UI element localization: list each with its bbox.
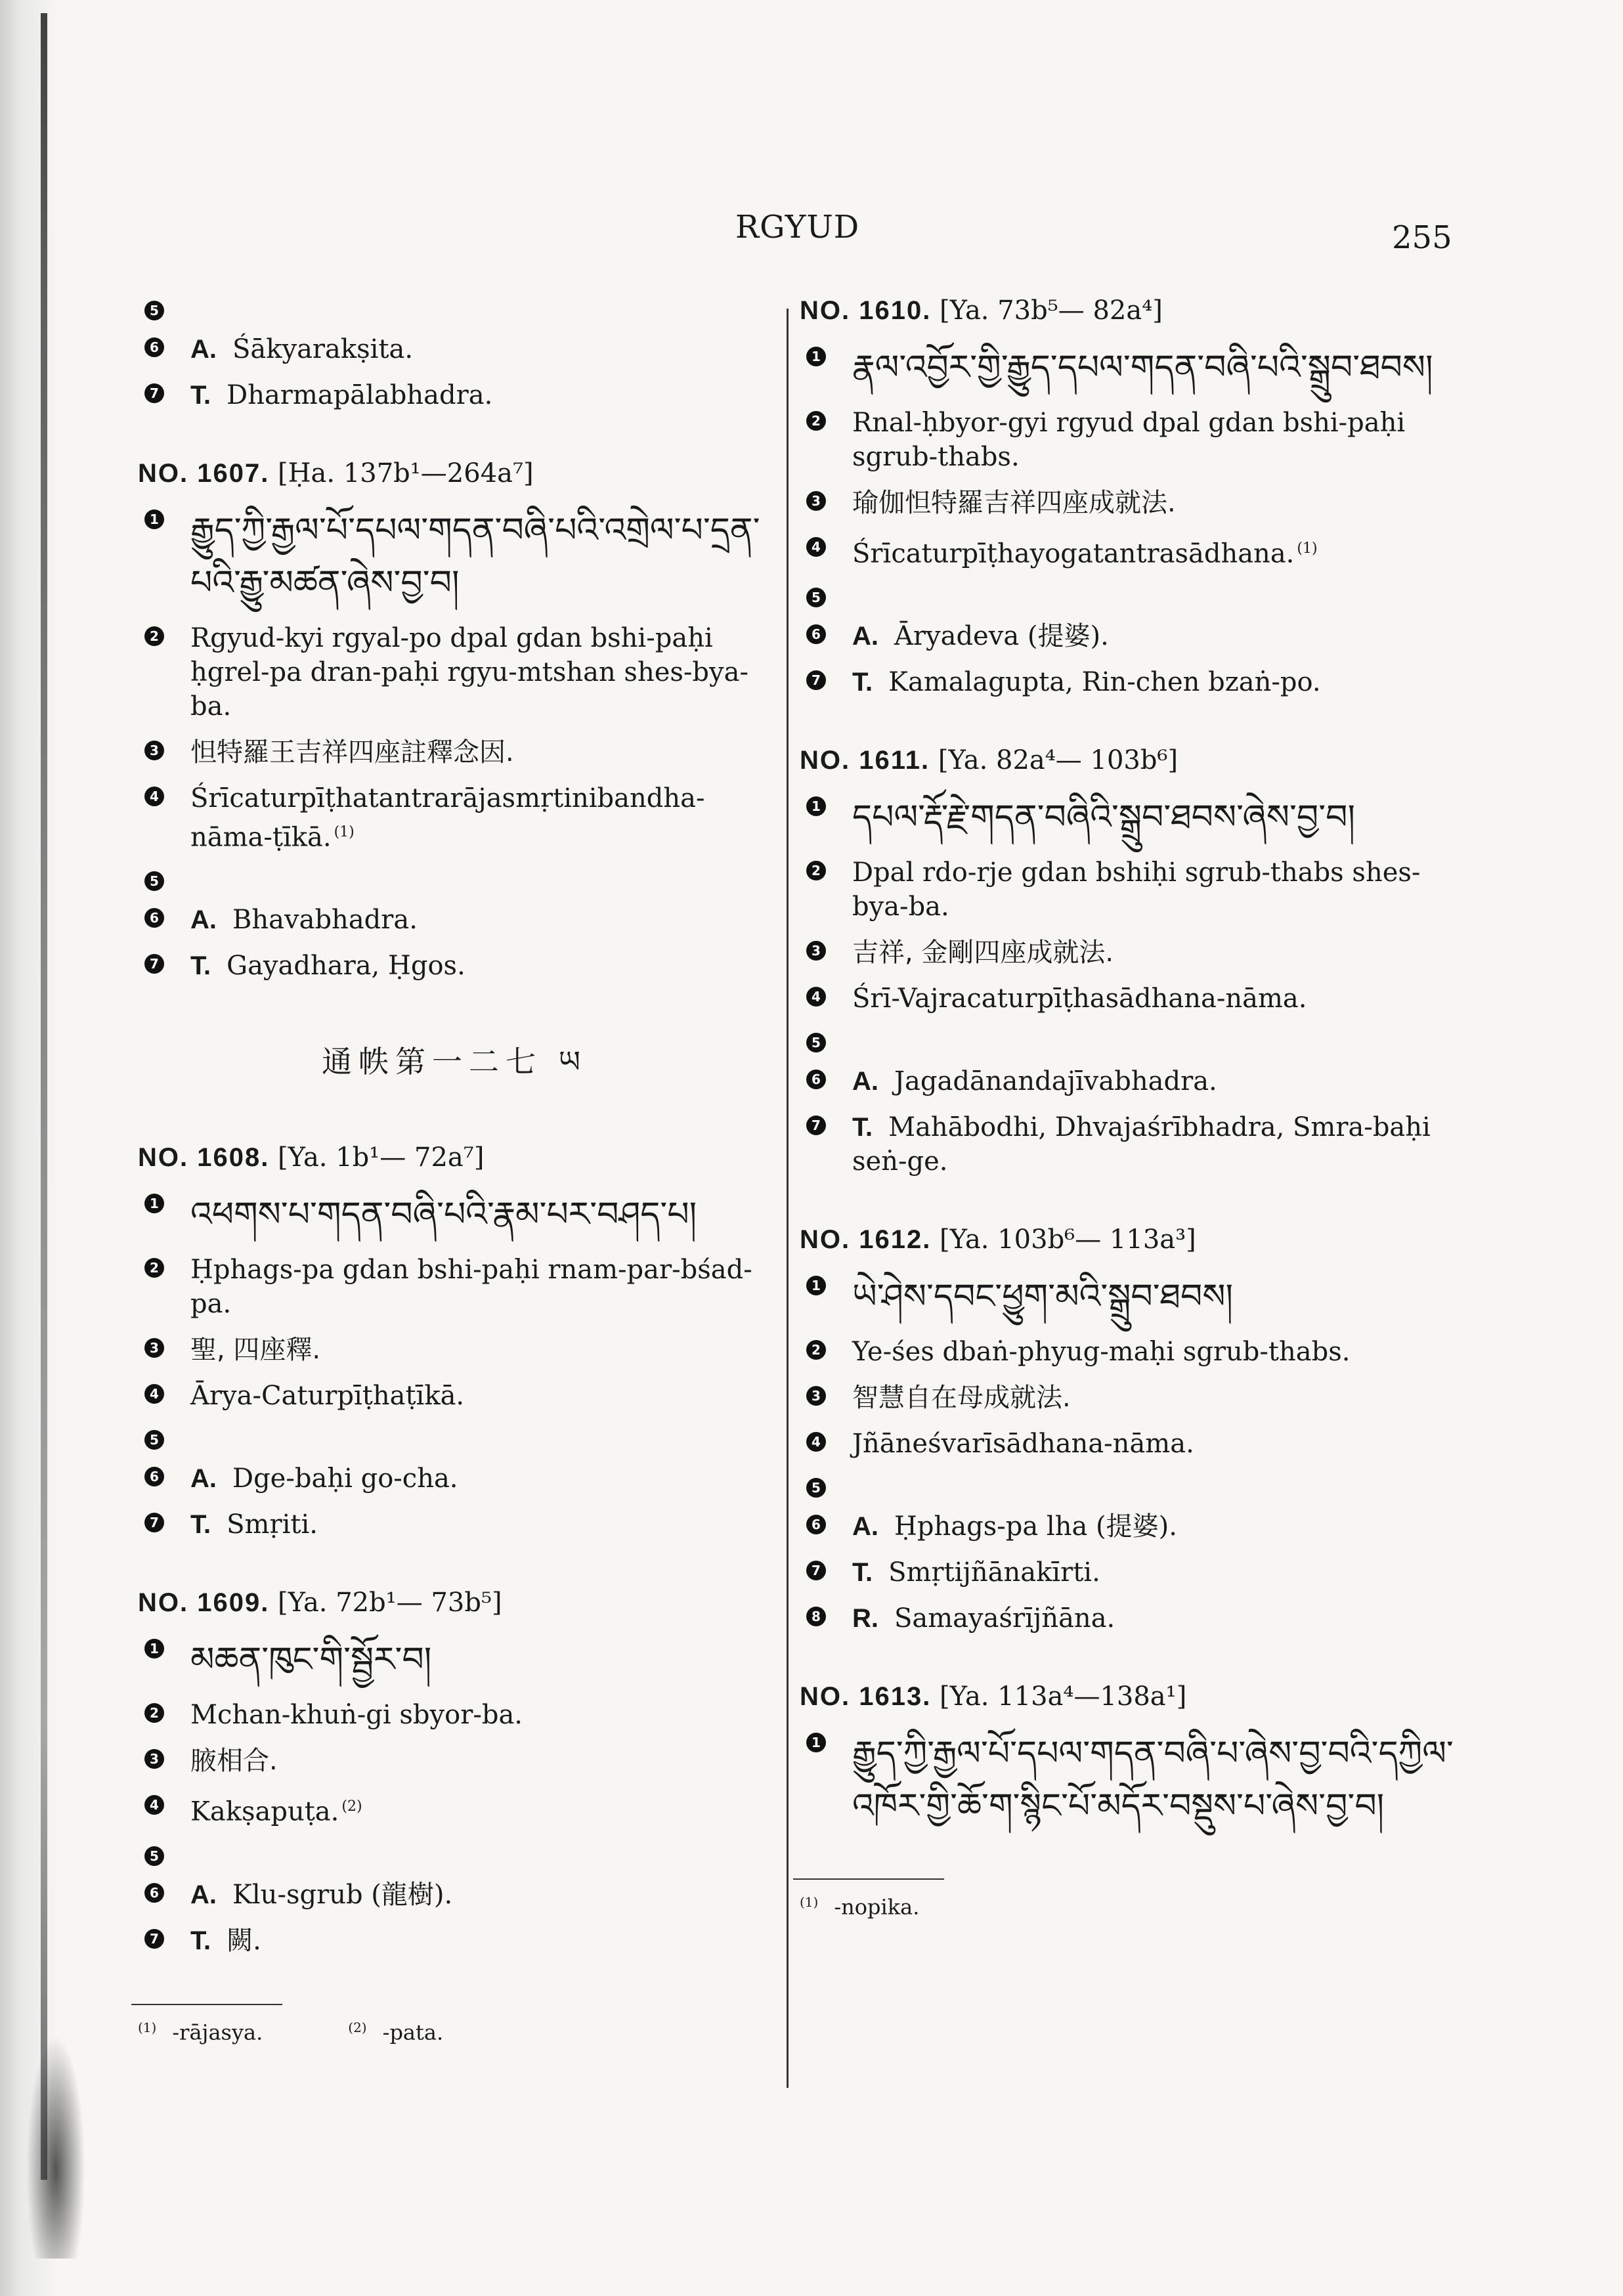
translator: Smṛiti.: [227, 1509, 318, 1540]
sanskrit-title: Śrīcaturpīṭhatantrarājasmṛtinibandha-nāma-ṭīkā.: [190, 783, 705, 853]
item-row: [138, 1188, 768, 1241]
entry-1610: [800, 295, 1456, 699]
entry-1611: [800, 745, 1456, 1179]
item-row: [138, 1425, 768, 1450]
entry-number: NO. 1608.: [138, 1143, 270, 1173]
footnote-rule: [131, 2004, 282, 2005]
footnote-text: -nopika.: [834, 1894, 920, 1920]
item-number: 1: [806, 796, 826, 816]
translator: 闕.: [227, 1925, 261, 1956]
item-row: [800, 1064, 1456, 1098]
item-label: T.: [852, 1558, 873, 1588]
author: Āryadeva (提婆).: [894, 621, 1109, 652]
entry-heading: [138, 1588, 768, 1618]
item-row: [800, 1601, 1456, 1635]
item-number: 7: [144, 954, 164, 974]
footnote-text: -rājasya.: [172, 2020, 263, 2045]
item-row: [138, 866, 768, 891]
entry-1607: [138, 458, 768, 983]
sanskrit-title: Ārya-Caturpīṭhaṭīkā.: [190, 1381, 465, 1412]
footnote: [138, 2020, 263, 2045]
item-number: 7: [144, 1929, 164, 1949]
tibetan-title: རྒྱུད་ཀྱི་རྒྱལ་པོ་དཔལ་གདན་བཞི་པའི་འགྲེལ་པ་དྲན་པའི་རྒྱུ་མཚན་ཞེས་བྱ་བ།: [190, 511, 760, 603]
item-row: [800, 1381, 1456, 1415]
transliteration: Rgyud-kyi rgyal-po dpal gdan bshi-paḥi ḥgrel-pa dran-paḥi rgyu-mtshan shes-bya-ba.: [190, 623, 748, 722]
item-number: 5: [144, 1846, 164, 1866]
footnote-mark: (1): [334, 824, 355, 840]
item-number: 2: [144, 1703, 164, 1723]
transliteration: Ye-śes dbaṅ-phyug-maḥi sgrub-thabs.: [852, 1337, 1351, 1368]
item-number: 7: [806, 670, 826, 690]
item-number: 1: [806, 1733, 826, 1752]
tibetan-title: དཔལ་རྡོ་རྗེ་གདན་བཞིའི་སྒྲུབ་ཐབས་ཞེས་བྱ་བ།: [852, 798, 1356, 838]
author: Dge-baḥi go-cha.: [232, 1463, 458, 1494]
transliteration: Mchan-khuṅ-gi sbyor-ba.: [190, 1700, 523, 1731]
footnotes: [138, 2020, 768, 2045]
item-row: [800, 341, 1456, 394]
item-row: [138, 781, 768, 854]
author: Klu-sgrub (龍樹).: [232, 1879, 453, 1910]
item-label: T.: [190, 1926, 211, 1955]
item-number: 6: [806, 1070, 826, 1089]
footnote-mark: (2): [348, 2019, 367, 2035]
item-row: [138, 1462, 768, 1496]
item-number: 5: [806, 1033, 826, 1052]
sanskrit-title: Śrīcaturpīṭhayogatantrasādhana.: [852, 538, 1295, 569]
item-number: 5: [144, 871, 164, 891]
entry-ref: [Ya. 113a⁴—138a¹]: [940, 1681, 1187, 1712]
scan-edge: [0, 0, 98, 2296]
item-number: 3: [806, 1386, 826, 1406]
sanskrit-title: Kakṣapuṭa.: [190, 1796, 339, 1827]
item-row: [800, 791, 1456, 844]
item-row: [800, 665, 1456, 699]
item-number: 3: [806, 941, 826, 961]
transliteration: Rnal-ḥbyor-gyi rgyud dpal gdan bshi-paḥi sgrub-thabs.: [852, 408, 1406, 472]
sanskrit-title: Śrī-Vajracaturpīṭhasādhana-nāma.: [852, 984, 1307, 1014]
item-row: [800, 1335, 1456, 1369]
entry-1612: [800, 1224, 1456, 1635]
chinese-title: 智慧自在母成就法.: [852, 1383, 1071, 1414]
footnote: [800, 1894, 919, 1920]
book-spine-shadow: [41, 13, 47, 2180]
item-label: T.: [190, 951, 211, 981]
item-number: 7: [144, 383, 164, 403]
entry-1613: [800, 1681, 1456, 1832]
item-number: 5: [806, 1478, 826, 1498]
page-number: 255: [1392, 219, 1452, 256]
item-row: [800, 1427, 1456, 1461]
left-column: [138, 295, 768, 2045]
item-number: 7: [806, 1561, 826, 1580]
item-row: [800, 1270, 1456, 1323]
entry-number: NO. 1613.: [800, 1682, 932, 1712]
entry-heading: [800, 1681, 1456, 1712]
item-label: A.: [852, 1067, 878, 1096]
item-row: [138, 504, 768, 609]
translator: Kamalagupta, Rin-chen bzaṅ-po.: [888, 667, 1321, 698]
footnote-mark: (2): [341, 1798, 362, 1815]
item-number: 7: [806, 1116, 826, 1135]
author: Jagadānandajīvabhadra.: [894, 1066, 1217, 1097]
entry-heading: [800, 1224, 1456, 1255]
item-number: 4: [806, 987, 826, 1007]
entry-number: NO. 1612.: [800, 1225, 932, 1255]
footnote-mark: (1): [138, 2019, 157, 2035]
item-number: 1: [144, 509, 164, 529]
item-number: 8: [806, 1607, 826, 1626]
item-label: T.: [190, 1510, 211, 1540]
item-number: 3: [144, 1749, 164, 1769]
item-row: [138, 735, 768, 769]
item-row: [800, 1473, 1456, 1498]
footnote-rule: [793, 1878, 944, 1880]
item-number: 3: [144, 741, 164, 760]
entry-heading: [800, 745, 1456, 775]
entry-number: NO. 1611.: [800, 746, 930, 775]
item-row: [138, 1698, 768, 1732]
entry-continued: [138, 295, 768, 412]
item-row: [800, 1555, 1456, 1590]
item-number: 5: [806, 588, 826, 607]
item-text: Śākyarakṣita.: [232, 334, 414, 364]
item-row: [138, 1379, 768, 1413]
footnote-text: -pata.: [382, 2020, 444, 2045]
item-row: [800, 1727, 1456, 1832]
tibetan-title: རྣལ་འབྱོར་གྱི་རྒྱུད་དཔལ་གདན་བཞི་པའི་སྒྲུབ་ཐབས།: [852, 348, 1433, 387]
entry-heading: [138, 1142, 768, 1173]
item-number: 5: [144, 1430, 164, 1450]
item-row: [138, 378, 768, 412]
entry-1609: [138, 1588, 768, 1957]
item-label: T.: [852, 668, 873, 697]
item-row: [138, 1253, 768, 1321]
entry-ref: [Ya. 72b¹— 73b⁵]: [278, 1588, 502, 1618]
item-label: A.: [852, 622, 878, 651]
tibetan-title: ཡེ་ཤེས་དབང་ཕྱུག་མའི་སྒྲུབ་ཐབས།: [852, 1277, 1234, 1317]
item-row: [138, 1924, 768, 1958]
chinese-title: 腋相合.: [190, 1746, 278, 1777]
item-row: [800, 1509, 1456, 1544]
item-label: A.: [190, 335, 217, 364]
entry-ref: [Ḥa. 137b¹—264a⁷]: [278, 458, 534, 488]
translator: Gayadhara, Ḥgos.: [227, 951, 465, 982]
item-row: [800, 856, 1456, 924]
item-number: 1: [144, 1639, 164, 1658]
scan-smudge: [26, 2035, 85, 2259]
item-row: [138, 621, 768, 724]
column-divider: [787, 309, 789, 2088]
running-head: RGYUD: [735, 209, 860, 246]
transliteration: Dpal rdo-rje gdan bshiḥi sgrub-thabs shes-bya-ba.: [852, 857, 1421, 922]
entry-ref: [Ya. 103b⁶— 113a³]: [940, 1224, 1196, 1255]
item-row: [800, 982, 1456, 1016]
item-number: 6: [806, 624, 826, 644]
item-row: [138, 1507, 768, 1542]
item-label: T.: [852, 1113, 873, 1142]
item-row: [800, 486, 1456, 520]
transliteration: Ḥphags-pa gdan bshi-paḥi rnam-par-bśad-pa.: [190, 1255, 752, 1320]
item-row: [138, 903, 768, 937]
item-number: 6: [144, 1883, 164, 1903]
translator: Mahābodhi, Dhvajaśrībhadra, Smra-baḥi seṅ-ge.: [852, 1112, 1431, 1177]
item-row: [138, 1790, 768, 1829]
entry-1608: [138, 1142, 768, 1542]
item-label: T.: [190, 381, 211, 410]
item-number: 3: [144, 1338, 164, 1358]
item-number: 1: [806, 347, 826, 366]
entry-ref: [Ya. 1b¹— 72a⁷]: [278, 1142, 485, 1173]
item-row: [138, 949, 768, 983]
entry-number: NO. 1607.: [138, 459, 270, 488]
tibetan-title: རྒྱུད་ཀྱི་རྒྱལ་པོ་དཔལ་གདན་བཞི་པ་ཞེས་བྱ་བའི་དཀྱིལ་འཁོར་གྱི་ཆོ་ག་སྙིང་པོ་མདོར་བསྡུས་པ་ཞེས་བྱ་བ།: [852, 1734, 1454, 1827]
footnote-mark: (1): [1297, 540, 1318, 557]
footnote-mark: (1): [800, 1894, 819, 1911]
item-number: 6: [144, 908, 164, 928]
entry-number: NO. 1609.: [138, 1588, 270, 1618]
item-row: [138, 1744, 768, 1778]
entry-number: NO. 1610.: [800, 296, 932, 325]
item-number: 6: [144, 1467, 164, 1486]
item-row: [138, 295, 768, 320]
item-number: 2: [806, 1340, 826, 1360]
entry-heading: [800, 295, 1456, 326]
item-number: 1: [806, 1276, 826, 1295]
item-number: 4: [806, 1432, 826, 1452]
item-row: [800, 532, 1456, 571]
item-label: R.: [852, 1604, 878, 1634]
entry-heading: [138, 458, 768, 488]
item-row: [138, 332, 768, 366]
tibetan-title: མཆན་ཁུང་གི་སྦྱོར་བ།: [190, 1640, 432, 1680]
item-number: 3: [806, 491, 826, 511]
footnote: [348, 2020, 443, 2045]
item-number: 2: [144, 1258, 164, 1278]
translator: Smṛtijñānakīrti.: [888, 1557, 1100, 1588]
section-title: 通帙第一二七 ཡ: [322, 1044, 587, 1080]
item-number: 2: [806, 861, 826, 880]
item-row: [800, 936, 1456, 970]
item-row: [800, 1110, 1456, 1179]
item-row: [800, 1028, 1456, 1052]
chinese-title: 聖, 四座釋.: [190, 1335, 321, 1366]
item-number: 4: [144, 1384, 164, 1404]
item-number: 2: [144, 626, 164, 646]
author: Ḥphags-pa lha (提婆).: [894, 1511, 1177, 1542]
item-row: [138, 1333, 768, 1367]
item-number: 4: [144, 787, 164, 806]
item-label: A.: [190, 1880, 217, 1909]
chinese-title: 吉祥, 金剛四座成就法.: [852, 938, 1114, 968]
chinese-title: 瑜伽怛特羅吉祥四座成就法.: [852, 488, 1176, 518]
item-label: A.: [190, 1464, 217, 1494]
item-row: [138, 1878, 768, 1912]
item-label: A.: [190, 905, 217, 935]
item-number: 1: [144, 1194, 164, 1213]
item-number: 2: [806, 411, 826, 431]
item-label: A.: [852, 1512, 878, 1542]
author: Bhavabhadra.: [232, 905, 418, 936]
item-row: [800, 406, 1456, 474]
reviser: Samayaśrījñāna.: [894, 1603, 1115, 1634]
footnotes: [800, 1894, 1456, 1920]
entry-ref: [Ya. 73b⁵— 82a⁴]: [940, 295, 1163, 326]
item-number: 4: [144, 1795, 164, 1815]
item-row: [800, 582, 1456, 607]
sanskrit-title: Jñāneśvarīsādhana-nāma.: [852, 1429, 1194, 1460]
item-row: [138, 1841, 768, 1866]
item-number: 4: [806, 537, 826, 557]
item-row: [800, 619, 1456, 653]
entry-ref: [Ya. 82a⁴— 103b⁶]: [938, 745, 1179, 776]
item-number: 7: [144, 1513, 164, 1532]
right-column: [800, 295, 1456, 1920]
item-number: 6: [806, 1515, 826, 1534]
chinese-title: 怛特羅王吉祥四座註釋念因.: [190, 737, 514, 768]
item-row: [138, 1634, 768, 1686]
item-number: 6: [144, 337, 164, 357]
item-number: 5: [144, 301, 164, 320]
item-text: Dharmapālabhadra.: [227, 380, 493, 410]
tibetan-title: འཕགས་པ་གདན་བཞི་པའི་རྣམ་པར་བཤད་པ།: [190, 1195, 697, 1235]
